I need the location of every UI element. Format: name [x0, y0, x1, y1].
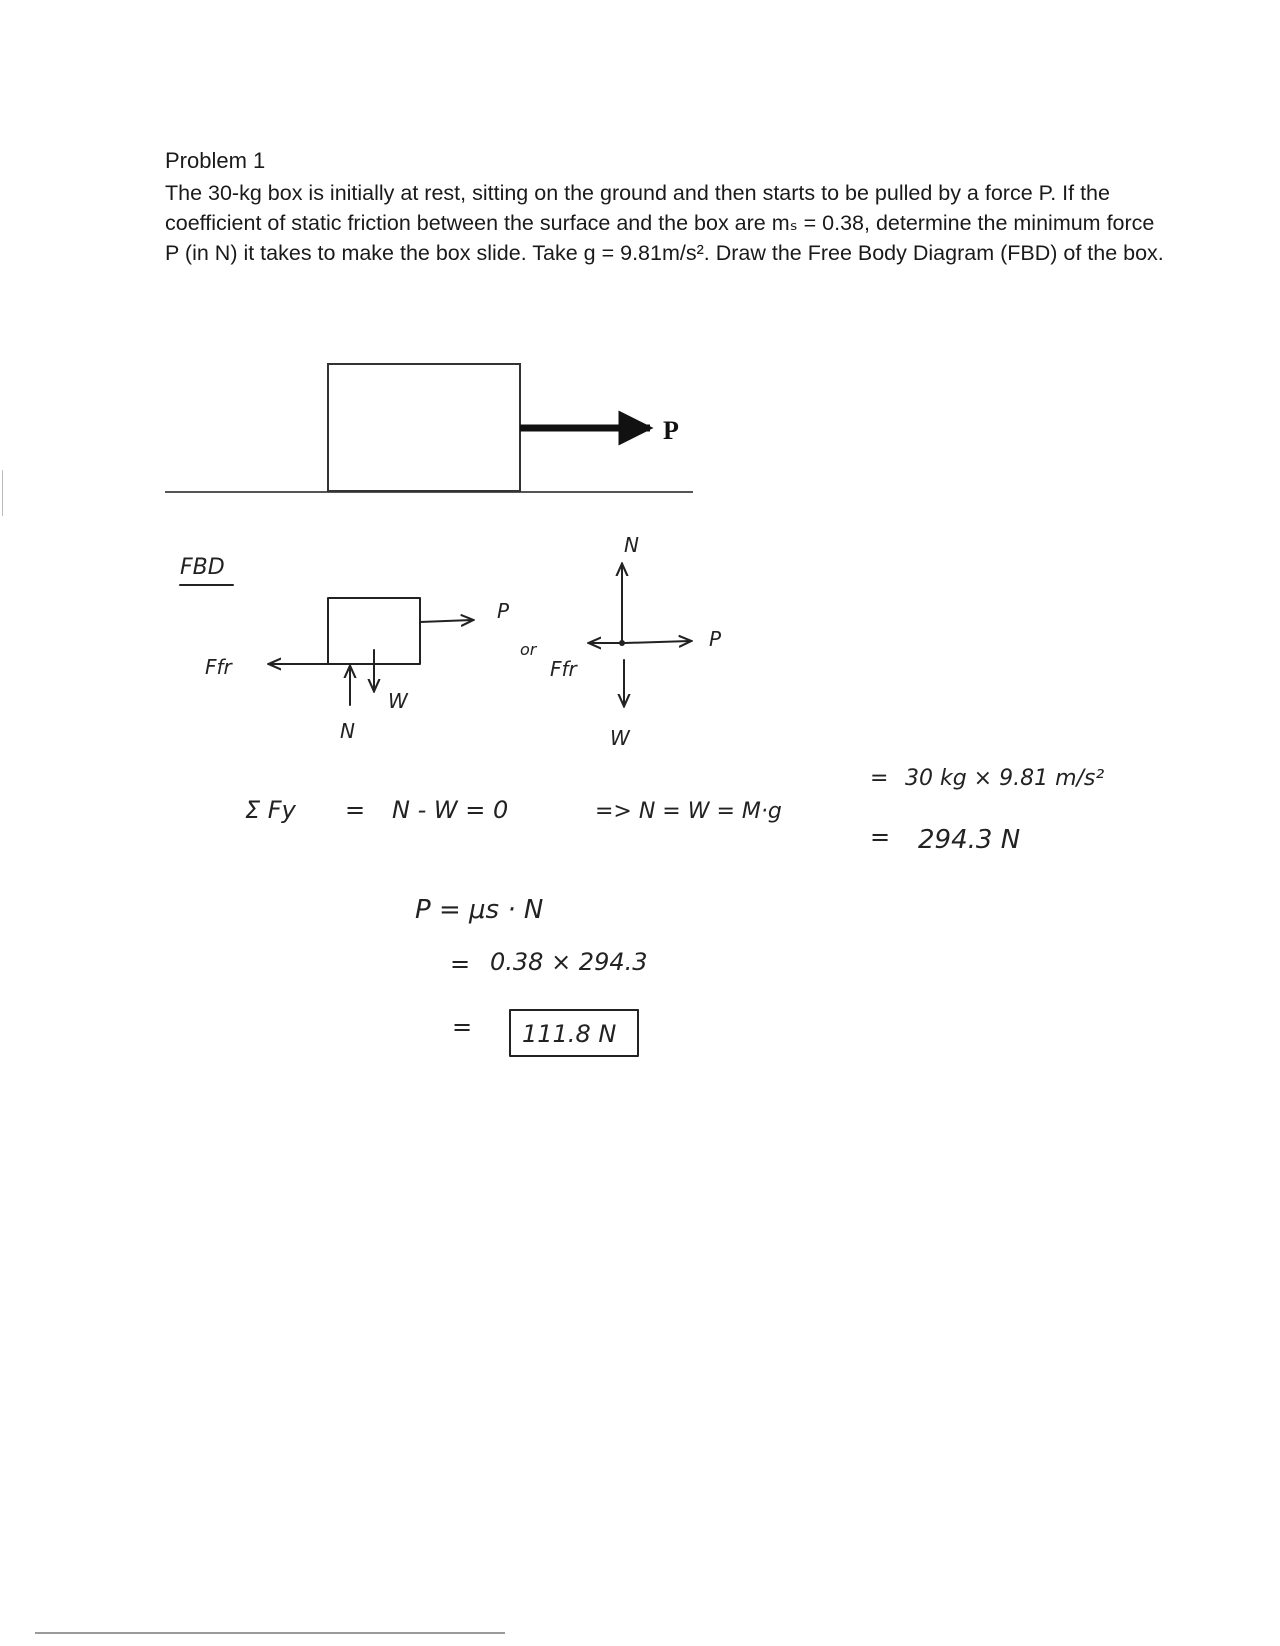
fbd-friction-label: Ffr	[205, 655, 232, 679]
problem-statement: The 30-kg box is initially at rest, sitting on the ground and then starts to be pulled by a force P. If the coefficient of static friction between the surface and the box are mₛ = 0.38, determine the minimum force P (in N) it takes to make the box slide. Take g = 9.81m/s². Draw the Free Body Diagram (FBD) of the box.	[165, 181, 1164, 265]
fbd-p-arrow	[420, 620, 472, 622]
p-ans-sign: =	[452, 1013, 473, 1041]
force-label: P	[663, 416, 679, 445]
p-answer: 111.8 N	[522, 1020, 617, 1048]
equations	[245, 766, 1104, 1056]
scan-bottom-line	[35, 1632, 505, 1634]
box	[328, 364, 520, 491]
eq2-sign: =	[870, 823, 891, 851]
point-p-arrow	[625, 641, 690, 643]
p-formula: P = μs · N	[415, 895, 544, 925]
eq1-expr: N - W = 0	[392, 796, 509, 824]
fbd-point-diagram	[550, 533, 722, 750]
fbd-p-label: P	[497, 599, 510, 623]
point-friction-label: Ffr	[550, 657, 577, 681]
p-sub: 0.38 × 294.3	[490, 948, 648, 976]
p-sub-sign: =	[450, 950, 471, 978]
problem-title: Problem 1	[165, 148, 266, 173]
eq1-sub: 30 kg × 9.81 m/s²	[905, 766, 1105, 791]
eq1-result: => N = W = M·g	[595, 799, 782, 824]
point-normal-label: N	[624, 533, 639, 557]
eq2-value: 294.3 N	[918, 825, 1021, 855]
point-weight-label: W	[610, 726, 630, 750]
sum-fy: Σ Fy	[245, 796, 296, 824]
fbd-heading: FBD	[180, 555, 225, 580]
scan-edge-mark	[2, 470, 3, 516]
eq1-sign: =	[345, 796, 366, 824]
or-label: or	[520, 640, 537, 659]
point-p-label: P	[709, 627, 722, 651]
problem-figure	[165, 364, 693, 492]
eq1-sub-sign: =	[870, 766, 889, 791]
fbd-normal-label: N	[340, 719, 355, 743]
fbd-weight-label: W	[388, 689, 408, 713]
fbd-box-diagram	[205, 598, 510, 743]
